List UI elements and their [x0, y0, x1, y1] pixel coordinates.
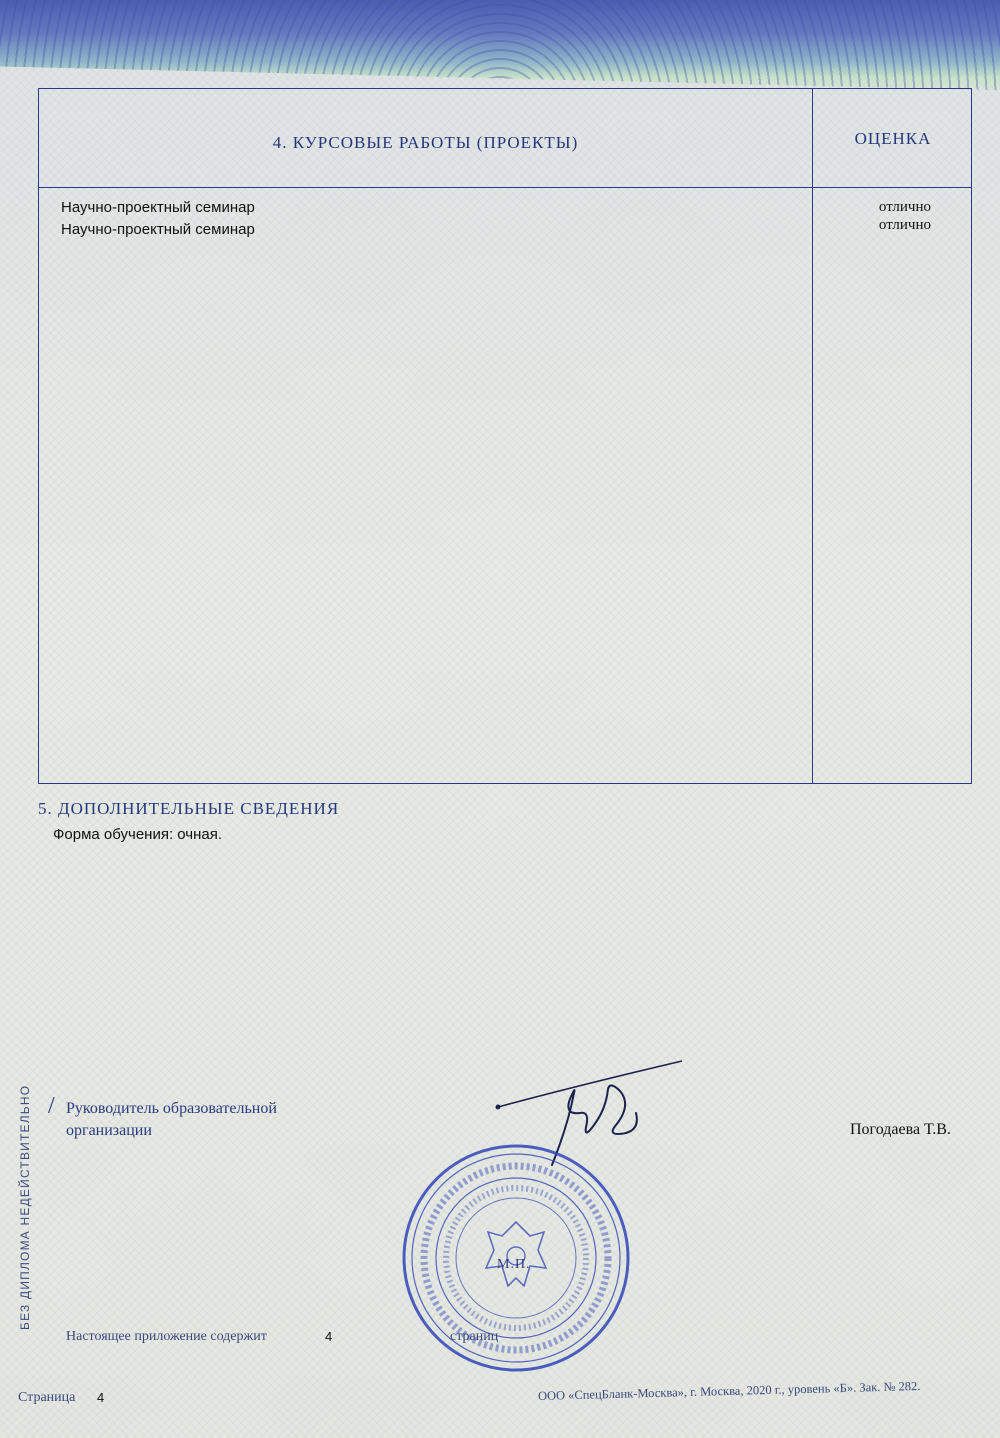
- security-pattern-band: [0, 0, 1000, 95]
- additional-info-title: 5. ДОПОЛНИТЕЛЬНЫЕ СВЕДЕНИЯ: [38, 799, 340, 818]
- page-count-prefix: Настоящее приложение содержит: [66, 1329, 267, 1344]
- course-name: Научно-проектный семинар: [61, 199, 255, 216]
- signature-slash-mark: /: [48, 1093, 55, 1119]
- coursework-header-title: 4. КУРСОВЫЕ РАБОТЫ (ПРОЕКТЫ): [272, 133, 579, 152]
- course-name: Научно-проектный семинар: [61, 221, 255, 238]
- table-header-rule: [39, 187, 971, 188]
- page-number: 4: [97, 1390, 105, 1405]
- seal-place-label: М.П.: [497, 1257, 531, 1272]
- course-grade: отлично: [878, 199, 931, 215]
- printer-imprint: ООО «СпецБланк-Москва», г. Москва, 2020 г., уровень «Б». Зак. № 282.: [537, 1378, 921, 1403]
- signatory-name: Погодаева Т.В.: [850, 1121, 951, 1138]
- page-count-value: 4: [325, 1329, 333, 1344]
- study-form-text: Форма обучения: очная.: [53, 826, 223, 843]
- page-label: Страница: [18, 1390, 76, 1405]
- table-column-divider: [812, 89, 813, 783]
- course-grade: отлично: [878, 217, 931, 233]
- signatory-role-label: Руководитель образовательной организации: [66, 1100, 277, 1139]
- grade-header: ОЦЕНКА: [854, 129, 932, 148]
- coursework-table: [38, 88, 972, 784]
- page-count-unit: страниц: [450, 1329, 499, 1344]
- validity-side-note: БЕЗ ДИПЛОМА НЕДЕЙСТВИТЕЛЬНО: [18, 1084, 32, 1330]
